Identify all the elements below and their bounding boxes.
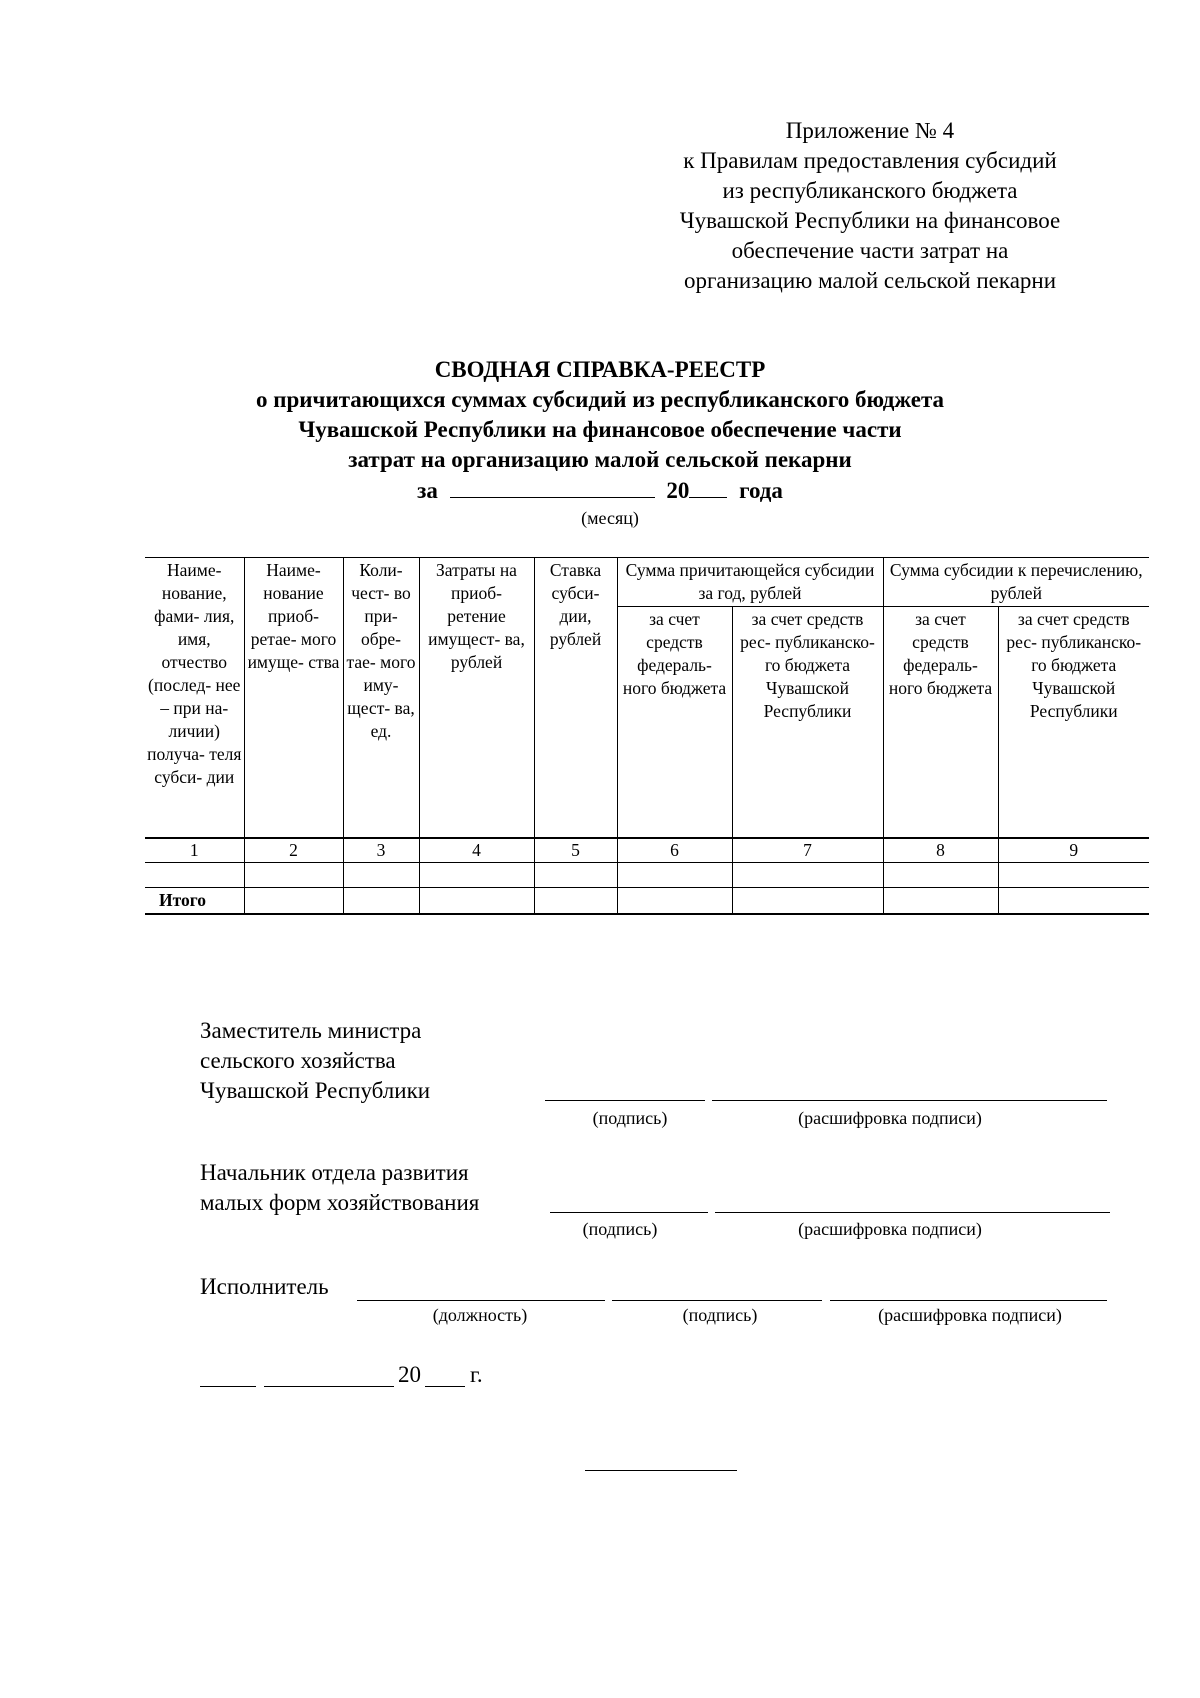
- head-sign-caption: (подпись): [582, 1219, 658, 1239]
- head-decode-caption: (расшифровка подписи): [798, 1219, 982, 1239]
- table-row: [145, 862, 1149, 887]
- deputy-title-line: Заместитель министра: [200, 1018, 422, 1043]
- table-cell[interactable]: [534, 862, 617, 887]
- table-cell[interactable]: [244, 887, 343, 914]
- header-transfer-republic: за счет средств рес- публиканско- го бюджета Чувашской Республики: [998, 607, 1149, 838]
- header-transfer-federal: за счет средств федераль- ного бюджета: [883, 607, 998, 838]
- column-number: 1: [145, 838, 244, 863]
- table-cell[interactable]: [617, 887, 732, 914]
- year-field[interactable]: [689, 475, 727, 498]
- appendix-line: организацию малой сельской пекарни: [683, 268, 1057, 293]
- executor-signature-line[interactable]: [612, 1300, 822, 1301]
- table-cell[interactable]: [732, 862, 883, 887]
- date-month-line[interactable]: [264, 1386, 394, 1387]
- table-cell[interactable]: [883, 887, 998, 914]
- column-number: 7: [732, 838, 883, 863]
- appendix-header: [640, 116, 1100, 296]
- table-cell[interactable]: [419, 887, 534, 914]
- header-rate: Ставка субси- дии, рублей: [534, 558, 617, 838]
- executor-position-caption: (должность): [432, 1305, 528, 1325]
- deputy-decode-line[interactable]: [712, 1100, 1107, 1101]
- deputy-title-line: Чувашской Республики: [200, 1078, 431, 1103]
- total-label: Итого: [145, 887, 244, 914]
- table-cell[interactable]: [343, 887, 419, 914]
- head-title-line: малых форм хозяйствования: [200, 1190, 480, 1215]
- date-day-line[interactable]: [200, 1386, 256, 1387]
- month-field[interactable]: [450, 475, 655, 498]
- column-number: 6: [617, 838, 732, 863]
- table-cell[interactable]: [732, 887, 883, 914]
- appendix-line: из республиканского бюджета: [722, 178, 1018, 203]
- table-cell[interactable]: [998, 887, 1149, 914]
- appendix-line: к Правилам предоставления субсидий: [683, 148, 1057, 173]
- table-cell[interactable]: [617, 862, 732, 887]
- appendix-line: обеспечение части затрат на: [731, 238, 1009, 263]
- table-cell[interactable]: [343, 862, 419, 887]
- executor-label: Исполнитель: [200, 1274, 329, 1299]
- deputy-decode-caption: (расшифровка подписи): [798, 1108, 982, 1128]
- head-signature-line[interactable]: [550, 1212, 708, 1213]
- title-line: затрат на организацию малой сельской пекарни: [348, 447, 852, 472]
- deputy-title: [200, 1016, 430, 1106]
- header-property-name: Наиме- нование приоб- ретае- мого имуще- ства: [244, 558, 343, 838]
- header-group-transfer: Сумма субсидии к перечислению, рублей: [883, 558, 1149, 607]
- year-prefix: 20: [666, 478, 690, 503]
- table-cell[interactable]: [883, 862, 998, 887]
- deputy-sign-caption: (подпись): [592, 1108, 668, 1128]
- column-number: 3: [343, 838, 419, 863]
- document-title: [100, 355, 1100, 475]
- period-line: [100, 475, 1100, 506]
- date-year-line[interactable]: [425, 1386, 465, 1387]
- table-cell[interactable]: [534, 887, 617, 914]
- header-costs: Затраты на приоб- ретение имущест- ва, рублей: [419, 558, 534, 838]
- title-main: СВОДНАЯ СПРАВКА-РЕЕСТР: [434, 357, 766, 382]
- closing-separator: [585, 1470, 737, 1471]
- month-caption: (месяц): [581, 508, 639, 528]
- register-table: [145, 557, 1149, 915]
- title-line: Чувашской Республики на финансовое обеспечение части: [298, 417, 902, 442]
- header-quantity: Коли- чест- во при- обре- тае- мого иму- щест- ва, ед.: [343, 558, 419, 838]
- table-cell[interactable]: [419, 862, 534, 887]
- deputy-signature-line[interactable]: [545, 1100, 705, 1101]
- executor-decode-line[interactable]: [830, 1300, 1107, 1301]
- table-cell[interactable]: [145, 862, 244, 887]
- appendix-line: Приложение № 4: [785, 118, 955, 143]
- head-decode-line[interactable]: [715, 1212, 1110, 1213]
- column-number: 9: [998, 838, 1149, 863]
- head-title-line: Начальник отдела развития: [200, 1160, 469, 1185]
- date-suffix: г.: [470, 1362, 483, 1387]
- header-recipient: Наиме- нование, фами- лия, имя, отчество (послед- нее – при на- личии) получа- теля субси- дии: [145, 558, 244, 838]
- column-number: 5: [534, 838, 617, 863]
- header-annual-republic: за счет средств рес- публиканско- го бюджета Чувашской Республики: [732, 607, 883, 838]
- column-number: 4: [419, 838, 534, 863]
- executor-sign-caption: (подпись): [682, 1305, 758, 1325]
- executor-position-line[interactable]: [357, 1300, 605, 1301]
- head-title: [200, 1158, 479, 1218]
- period-for-label: за: [417, 478, 438, 503]
- header-annual-federal: за счет средств федераль- ного бюджета: [617, 607, 732, 838]
- column-number: 2: [244, 838, 343, 863]
- total-row: [145, 887, 1149, 914]
- date-year-prefix: 20: [398, 1362, 421, 1387]
- column-number: 8: [883, 838, 998, 863]
- table-cell[interactable]: [244, 862, 343, 887]
- title-line: о причитающихся суммах субсидий из республиканского бюджета: [255, 387, 945, 412]
- year-suffix: года: [739, 478, 783, 503]
- table-cell[interactable]: [998, 862, 1149, 887]
- deputy-title-line: сельского хозяйства: [200, 1048, 396, 1073]
- executor-decode-caption: (расшифровка подписи): [878, 1305, 1062, 1325]
- appendix-line: Чувашской Республики на финансовое: [679, 208, 1061, 233]
- header-group-annual: Сумма причитающейся субсидии за год, рублей: [617, 558, 883, 607]
